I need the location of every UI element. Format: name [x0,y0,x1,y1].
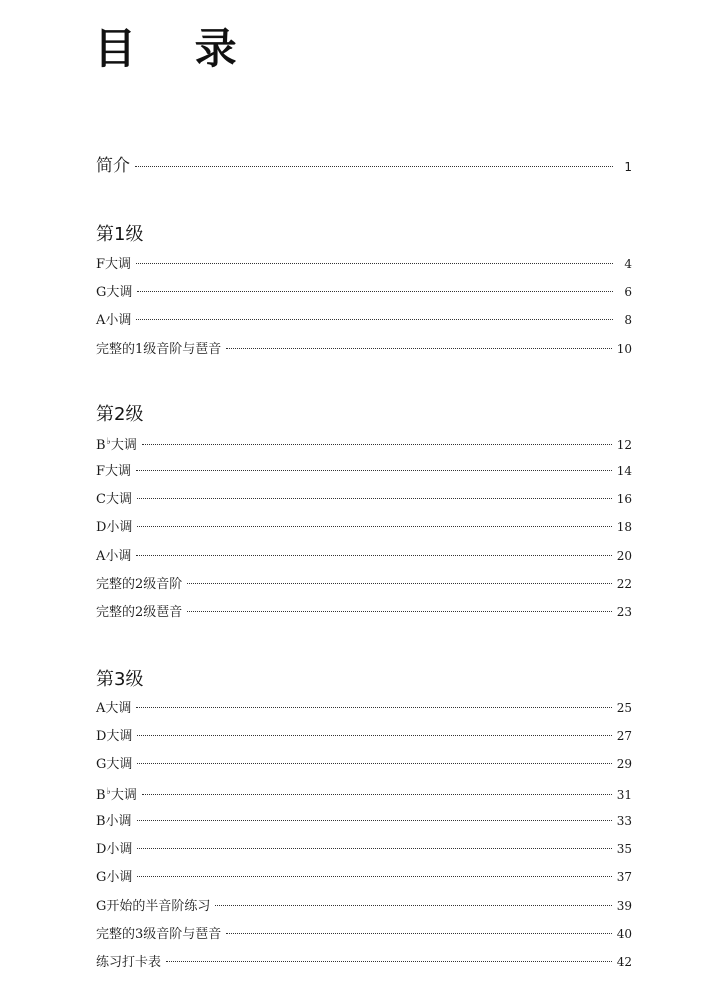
toc-page-number: 31 [616,788,632,802]
dot-leader [166,961,612,962]
toc-entry-intro[interactable] [96,155,632,178]
toc-label: D大调 [96,729,133,744]
toc-entry[interactable] [96,840,632,859]
toc-page-number: 29 [616,757,632,771]
note-letter: B [96,788,106,803]
dot-leader [136,555,611,556]
toc-entry[interactable] [96,433,632,455]
dot-leader [142,794,612,795]
dot-leader [137,820,612,821]
toc-label: A大调 [96,701,132,716]
toc-label: G大调 [96,757,133,772]
dot-leader [135,166,613,167]
toc-label [96,433,137,455]
dot-leader [226,933,611,934]
toc-label: 练习打卡表 [96,955,162,970]
toc-page-number: 16 [616,492,632,506]
dot-leader [136,470,612,471]
toc-label: D小调 [96,842,133,857]
section-heading-level-3: 第3级 [96,669,144,690]
toc-label: 完整的1级音阶与琶音 [96,342,222,357]
dot-leader [187,611,611,612]
toc-page-number: 37 [616,870,632,884]
flat-sign-icon: ♭ [106,437,111,447]
toc-page-number: 22 [616,577,632,591]
dot-leader [136,263,613,264]
toc-label: F大调 [96,464,132,479]
toc-entry[interactable] [96,547,632,566]
toc-entry[interactable] [96,575,632,594]
key-label: 大调 [110,438,137,453]
toc-entry[interactable] [96,783,632,805]
toc-page-number: 40 [616,927,632,941]
dot-leader [136,319,613,320]
toc-label: C大调 [96,492,132,507]
section-heading-level-2: 第2级 [96,404,144,425]
toc-entry[interactable] [96,925,632,944]
page-title: 目 录 [94,24,259,73]
toc-label: G小调 [96,870,133,885]
dot-leader [137,848,611,849]
toc-label: A小调 [96,313,132,328]
toc-page-number: 1 [624,160,632,174]
dot-leader [187,583,611,584]
toc-entry[interactable] [96,490,632,509]
toc-entry[interactable] [96,897,632,916]
toc-entry[interactable] [96,953,632,972]
dot-leader [137,763,611,764]
toc-entry[interactable] [96,868,632,887]
toc-page-number: 33 [616,814,632,828]
toc-label: 简介 [96,156,130,176]
toc-entry[interactable] [96,311,632,330]
key-label: 大调 [110,788,137,803]
toc-page-number: 8 [624,313,632,327]
toc-label: 完整的2级琶音 [96,605,183,620]
toc-page-number: 42 [616,955,632,969]
toc-label: 完整的2级音阶 [96,577,183,592]
dot-leader [137,526,611,527]
dot-leader [142,444,612,445]
toc-label: A小调 [96,549,132,564]
toc-page-number: 39 [616,899,632,913]
toc-page-number: 18 [616,520,632,534]
toc-entry[interactable] [96,812,632,831]
flat-sign-icon: ♭ [106,787,111,797]
toc-entry[interactable] [96,603,632,622]
toc-page-number: 23 [616,605,632,619]
toc-page-number: 27 [616,729,632,743]
toc-page-number: 6 [624,285,632,299]
toc-entry[interactable] [96,518,632,537]
toc-entry[interactable] [96,462,632,481]
toc-entry[interactable] [96,699,632,718]
toc-label: G开始的半音阶练习 [96,899,211,914]
note-letter: B [96,438,106,453]
dot-leader [137,876,611,877]
toc-page-number: 20 [616,549,632,563]
toc-entry[interactable] [96,283,632,302]
toc-entry[interactable] [96,340,632,359]
toc-page-number: 10 [616,342,632,356]
dot-leader [137,291,613,292]
dot-leader [226,348,611,349]
toc-entry[interactable] [96,727,632,746]
toc-page-number: 4 [624,257,632,271]
toc-label: D小调 [96,520,133,535]
dot-leader [137,735,611,736]
toc-page-number: 12 [616,438,632,452]
toc-entry[interactable] [96,255,632,274]
toc-page-number: 14 [616,464,632,478]
dot-leader [137,498,612,499]
toc-label: F大调 [96,257,132,272]
toc-entry[interactable] [96,755,632,774]
toc-label [96,783,137,805]
toc-label: B小调 [96,814,132,829]
toc-label: G大调 [96,285,133,300]
dot-leader [215,905,611,906]
toc-page-number: 25 [616,701,632,715]
dot-leader [136,707,611,708]
toc-page-number: 35 [616,842,632,856]
section-heading-level-1: 第1级 [96,224,144,245]
toc-label: 完整的3级音阶与琶音 [96,927,222,942]
